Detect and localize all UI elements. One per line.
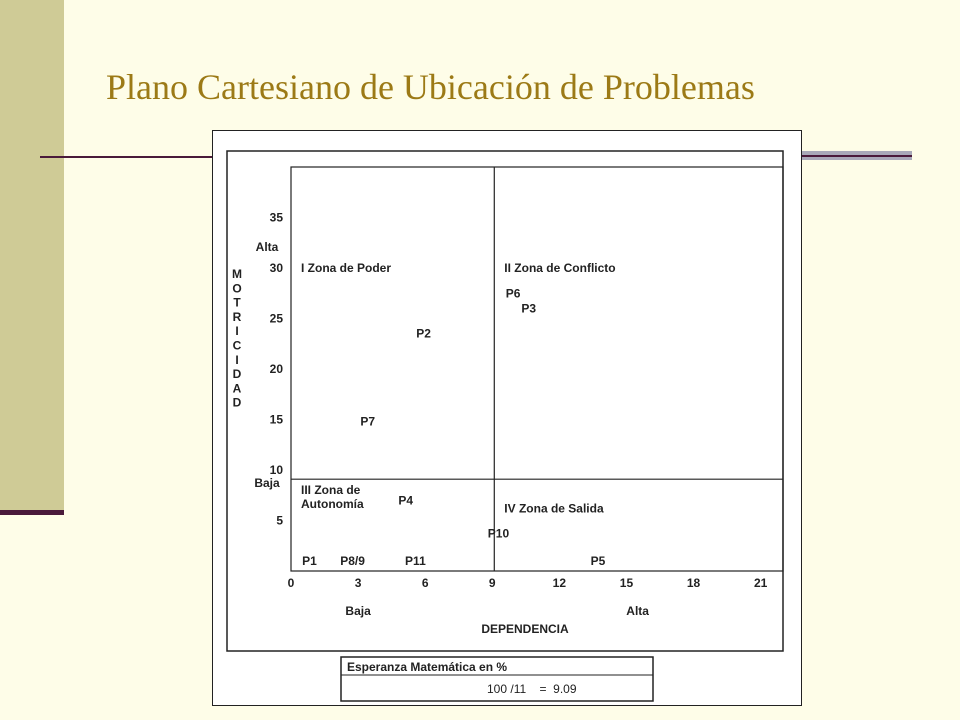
x-tick-label: 12 [552,576,567,590]
title-rule-left [40,156,216,158]
x-tick-label: 9 [488,576,496,590]
y-axis-title-letter: A [232,381,242,396]
y-tick-label: 25 [269,311,283,326]
y-axis-title-letter: O [232,281,242,296]
y-tick-label: 35 [269,210,283,225]
accent-bar [0,0,64,512]
legend-title: Esperanza Matemática en % [347,660,508,674]
point-label-p1: P1 [302,553,317,568]
x-tick-label: 18 [686,576,701,590]
chart-figure [212,130,802,706]
point-label-p6: P6 [505,286,521,301]
point-label-p3: P3 [521,301,537,316]
y-axis-title-letter: D [232,367,242,382]
x-tick-label: 3 [354,576,362,590]
legend-formula: 100 /11 = 9.09 [487,682,577,696]
x-tick-label: 6 [421,576,429,590]
slide-title: Plano Cartesiano de Ubicación de Problemas [106,67,755,107]
y-tick-label: 20 [269,362,283,376]
point-label-p4: P4 [398,493,414,508]
quadrant-label-iii-line1: III Zona de [301,483,361,498]
x-axis-title: DEPENDENCIA [481,622,569,636]
point-label-p5: P5 [590,553,606,568]
y-axis-title-letter: R [232,309,242,324]
point-label-p8-9: P8/9 [340,553,365,568]
point-label-p10: P10 [487,526,510,541]
y-tick-label: 10 [269,463,283,477]
y-axis-title-letter: C [232,338,242,353]
y-axis-title-letter: T [233,295,241,310]
point-label-p7: P7 [360,414,376,429]
y-tick-label: 5 [276,513,283,528]
quadrant-label-iii-line2: Autonomía [301,497,364,512]
cartesian-chart [213,131,801,705]
y-axis-title-letter: I [235,352,239,367]
y-axis-low-label: Baja [254,476,280,491]
quadrant-label-i: I Zona de Poder [301,261,392,275]
point-label-p11: P11 [405,553,426,568]
x-tick-label: 15 [619,576,634,590]
y-tick-label: 15 [269,412,283,427]
y-axis-high-label: Alta [255,239,279,254]
x-axis-high-label: Alta [626,604,649,618]
x-tick-label: 0 [287,576,295,590]
accent-bar-rule [0,510,64,515]
y-tick-label: 30 [269,261,283,275]
quadrant-label-ii: II Zona de Conflicto [504,261,616,275]
x-tick-label: 21 [753,576,768,590]
y-axis-title-letter: D [232,395,242,410]
title-rule-right-line [800,155,912,157]
quadrant-label-iv: IV Zona de Salida [504,501,604,516]
y-axis-title-letter: M [232,267,242,281]
y-axis-title-letter: I [235,324,239,339]
x-axis-low-label: Baja [345,604,371,618]
point-label-p2: P2 [416,326,431,341]
